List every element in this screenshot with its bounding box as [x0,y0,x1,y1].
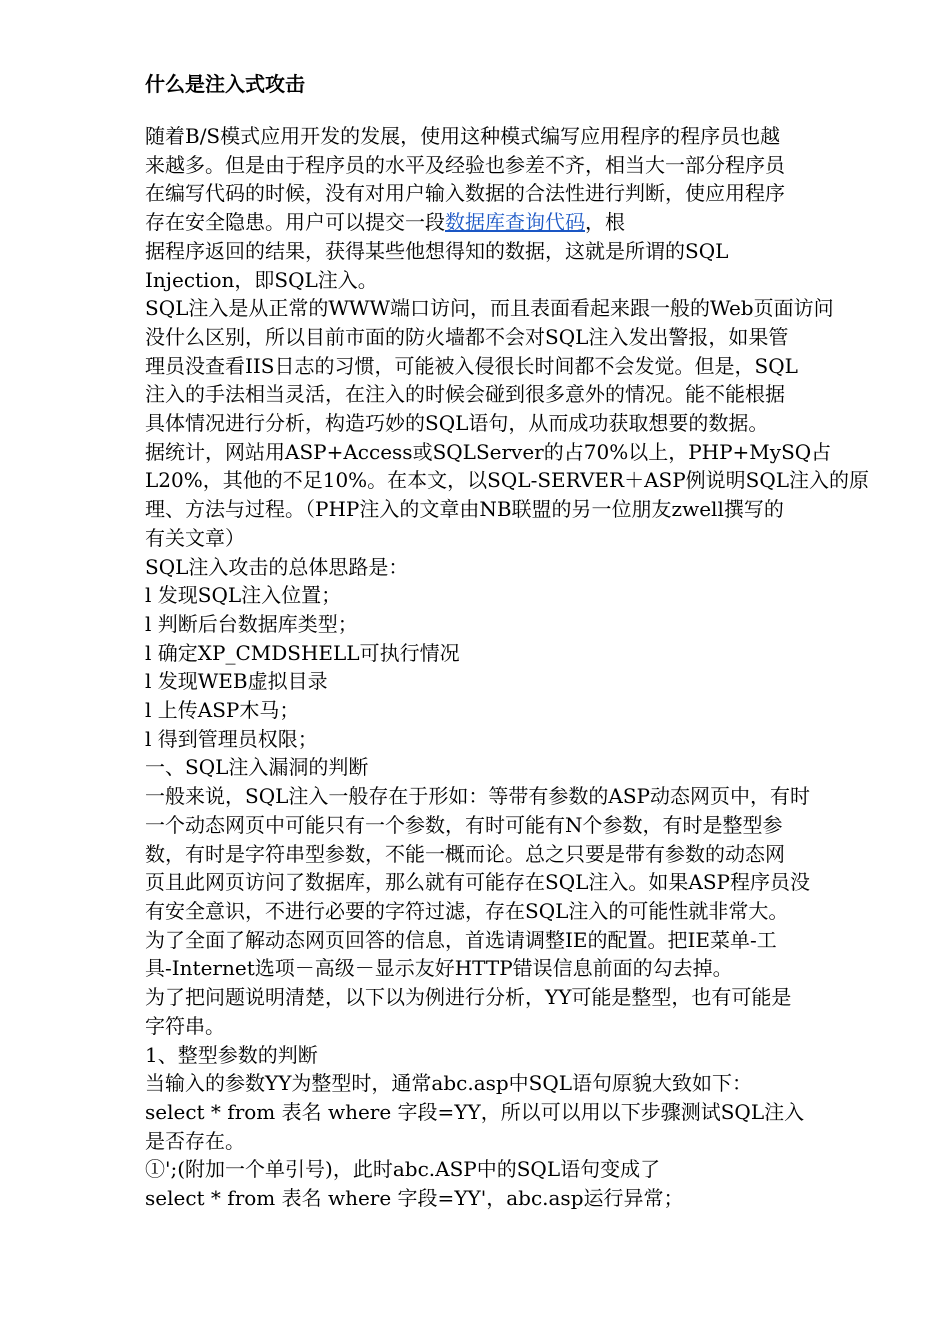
text-line: select * from 表名 where 字段=YY，所以可以用以下步骤测试SQL注入 [145,1099,805,1124]
text-line-with-link [145,208,885,237]
text-line: 有安全意识，不进行必要的字符过滤，存在SQL注入的可能性就非常大。 [145,898,789,923]
text-line: l 上传ASP木马； [145,698,300,723]
text-line: 具-Internet选项－高级－显示友好HTTP错误信息前面的勾去掉。 [145,956,733,981]
text-line: 页且此网页访问了数据库，那么就有可能存在SQL注入。如果ASP程序员没 [145,870,810,895]
text-segment: 存在安全隐患。用户可以提交一段 [145,210,445,235]
text-line: 1、整型参数的判断 [145,1042,318,1067]
text-line: l 发现WEB虚拟目录 [145,669,328,694]
text-line: 字符串。 [145,1013,225,1038]
database-query-code-link[interactable]: 数据库查询代码 [445,210,585,235]
text-line: 在编写代码的时候，没有对用户输入数据的合法性进行判断，使应用程序 [145,181,785,206]
text-line: 据统计，网站用ASP+Access或SQLServer的占70%以上，PHP+MySQ占 [145,439,832,464]
text-line: 有关文章） [145,525,245,550]
text-line: L20%，其他的不足10%。在本文，以SQL-SERVER＋ASP例说明SQL注入的原 [145,468,870,493]
text-line: ①';(附加一个单引号)，此时abc.ASP中的SQL语句变成了 [145,1157,661,1182]
text-line: l 判断后台数据库类型； [145,611,358,636]
text-line: 理员没查看IIS日志的习惯，可能被入侵很长时间都不会发觉。但是，SQL [145,353,798,378]
text-line: 为了全面了解动态网页回答的信息，首选请调整IE的配置。把IE菜单-工 [145,927,777,952]
text-line: SQL注入攻击的总体思路是： [145,554,409,579]
text-line: 据程序返回的结果，获得某些他想得知的数据，这就是所谓的SQL [145,238,729,263]
text-line: 没什么区别，所以目前市面的防火墙都不会对SQL注入发出警报，如果管 [145,324,789,349]
text-line: l 发现SQL注入位置； [145,583,342,608]
text-line: l 确定XP_CMDSHELL可执行情况 [145,640,460,665]
text-line: 一、SQL注入漏洞的判断 [145,755,369,780]
text-line: 具体情况进行分析，构造巧妙的SQL语句，从而成功获取想要的数据。 [145,411,769,436]
text-line: 一般来说，SQL注入一般存在于形如：等带有参数的ASP动态网页中，有时 [145,784,810,809]
paragraph-block [145,122,885,1213]
text-line: 一个动态网页中可能只有一个参数，有时可能有N个参数，有时是整型参 [145,812,783,837]
text-line: 注入的手法相当灵活，在注入的时候会碰到很多意外的情况。能不能根据 [145,382,785,407]
document-title: 什么是注入式攻击 [145,72,305,96]
text-line: SQL注入是从正常的WWW端口访问，而且表面看起来跟一般的Web页面访问 [145,296,834,321]
text-line: 理、方法与过程。（PHP注入的文章由NB联盟的另一位朋友zwell撰写的 [145,497,784,522]
text-line: 数，有时是字符串型参数，不能一概而论。总之只要是带有参数的动态网 [145,841,785,866]
text-line: 随着B/S模式应用开发的发展，使用这种模式编写应用程序的程序员也越 [145,124,781,148]
text-line: select * from 表名 where 字段=YY'，abc.asp运行异常； [145,1186,684,1211]
text-line: Injection，即SQL注入。 [145,267,378,292]
text-line: 当输入的参数YY为整型时，通常abc.asp中SQL语句原貌大致如下： [145,1071,753,1096]
text-segment: ，根 [585,210,625,235]
text-line: 来越多。但是由于程序员的水平及经验也参差不齐，相当大一部分程序员 [145,152,785,177]
document-body [145,70,885,1213]
text-line: 是否存在。 [145,1128,245,1153]
text-line: l 得到管理员权限； [145,726,318,751]
text-line: 为了把问题说明清楚，以下以为例进行分析，YY可能是整型，也有可能是 [145,985,792,1010]
